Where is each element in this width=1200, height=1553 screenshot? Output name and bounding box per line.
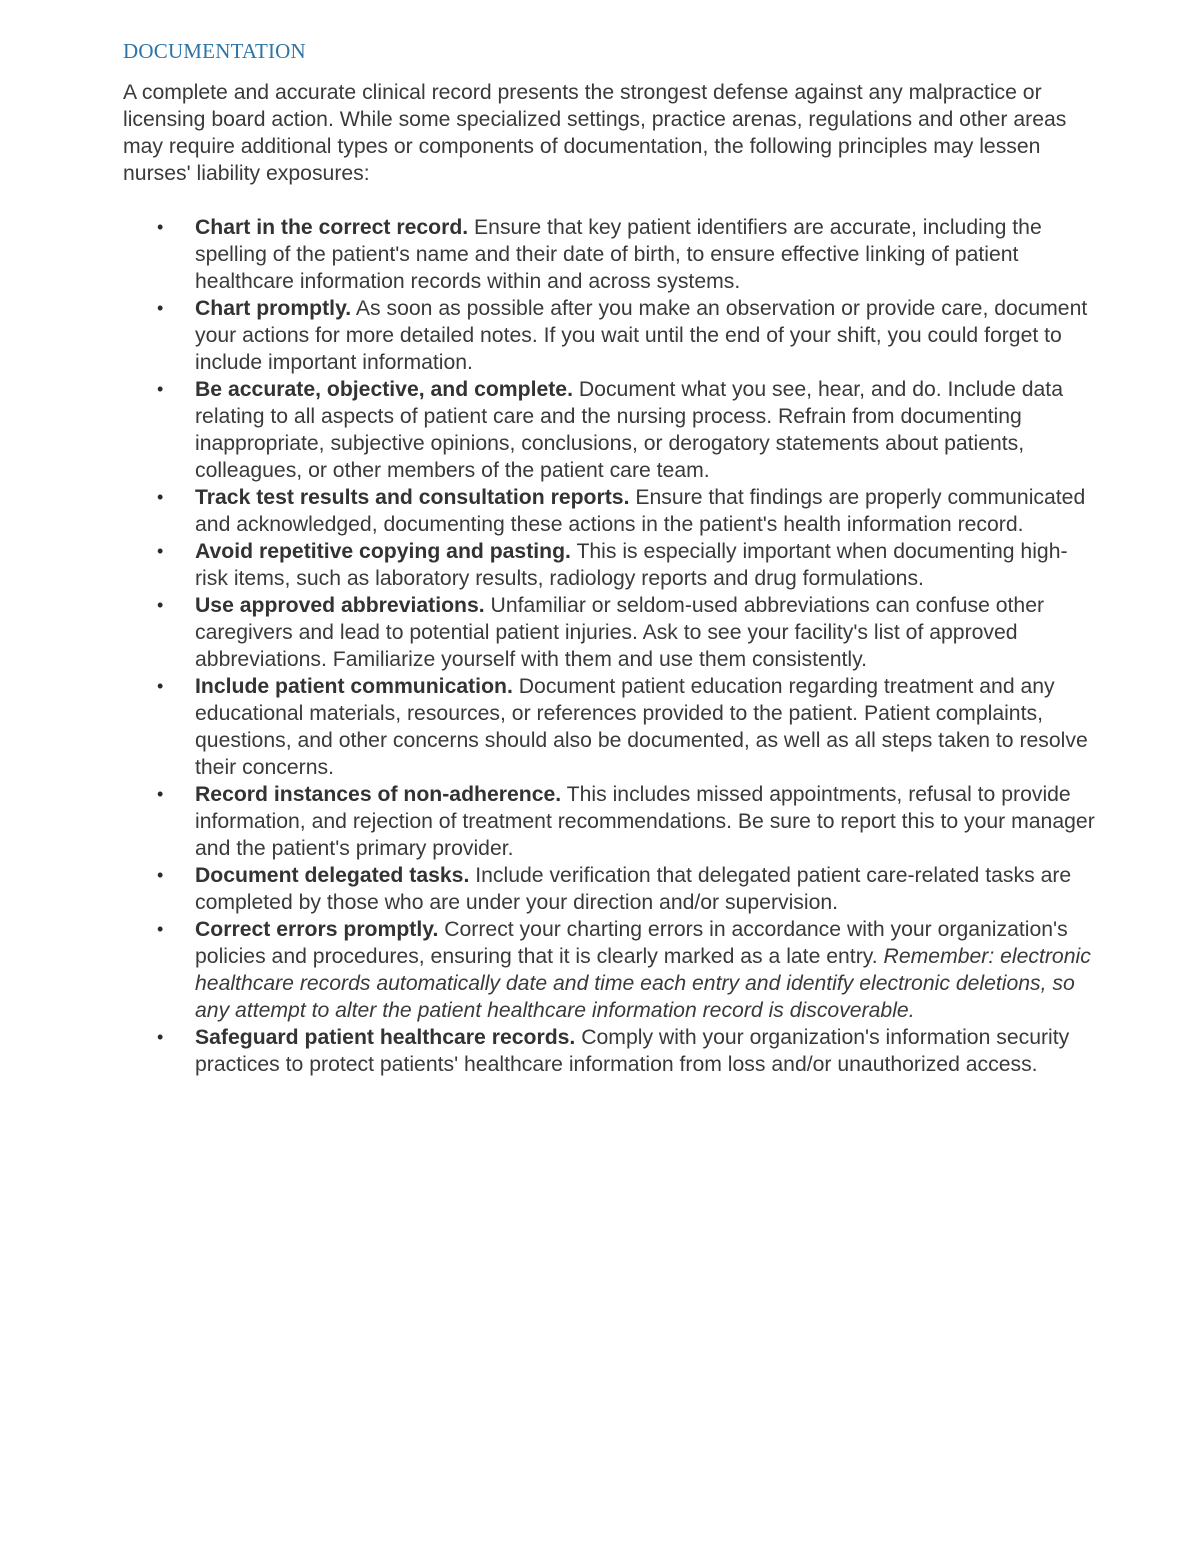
list-item	[123, 214, 1098, 295]
item-term: Correct errors promptly.	[195, 918, 439, 941]
item-text: Ensure that findings are properly communicated and acknowledged, documenting these actions in the patient's health information record.	[195, 486, 1086, 536]
list-item	[123, 916, 1098, 1024]
bullet-icon: •	[157, 919, 164, 939]
list-item	[123, 295, 1098, 376]
item-term: Record instances of non-adherence.	[195, 783, 562, 806]
bullet-icon: •	[157, 487, 164, 507]
list-item	[123, 484, 1098, 538]
bullet-icon: •	[157, 298, 164, 318]
list-item	[123, 1024, 1098, 1078]
list-item	[123, 538, 1098, 592]
item-text: Comply with your organization's information security practices to protect patients' healthcare information from loss and/or unauthorized access.	[195, 1026, 1070, 1076]
document-page	[123, 36, 1098, 1078]
item-term: Be accurate, objective, and complete.	[195, 378, 573, 401]
list-item	[123, 862, 1098, 916]
item-text: Ensure that key patient identifiers are accurate, including the spelling of the patient's name and their date of birth, to ensure effective linking of patient healthcare information records within and across systems.	[195, 216, 1042, 293]
item-text: Correct your charting errors in accordance with your organization's policies and procedures, ensuring that it is clearly marked as a late entry.	[195, 918, 1068, 968]
list-item	[123, 592, 1098, 673]
intro-paragraph: A complete and accurate clinical record presents the strongest defense against any malpractice or licensing board action. While some specialized settings, practice arenas, regulations and other areas may require additional types or components of documentation, the following principles may lessen nurses' liability exposures:	[123, 81, 1067, 185]
bullet-icon: •	[157, 676, 164, 696]
item-term: Track test results and consultation reports.	[195, 486, 630, 509]
item-term: Chart promptly.	[195, 297, 352, 320]
item-term: Avoid repetitive copying and pasting.	[195, 540, 571, 563]
bullet-icon: •	[157, 217, 164, 237]
item-text: Include verification that delegated patient care-related tasks are completed by those who are under your direction and/or supervision.	[195, 864, 1072, 914]
item-text: This is especially important when documenting high-risk items, such as laboratory results, radiology reports and drug formulations.	[195, 540, 1068, 590]
bullet-icon: •	[157, 865, 164, 885]
item-term: Chart in the correct record.	[195, 216, 469, 239]
section-heading: DOCUMENTATION	[123, 39, 306, 63]
list-item	[123, 673, 1098, 781]
item-text: Unfamiliar or seldom-used abbreviations can confuse other caregivers and lead to potential patient injuries. Ask to see your facility's list of approved abbreviations. Familiarize yourself with them and use them consistently.	[195, 594, 1045, 671]
bullet-icon: •	[157, 541, 164, 561]
bullet-icon: •	[157, 379, 164, 399]
item-text: This includes missed appointments, refusal to provide information, and rejection of treatment recommendations. Be sure to report this to your manager and the patient's primary provider.	[195, 783, 1095, 860]
item-term: Document delegated tasks.	[195, 864, 470, 887]
bullet-icon: •	[157, 784, 164, 804]
list-item	[123, 376, 1098, 484]
bullet-icon: •	[157, 1027, 164, 1047]
list-item	[123, 781, 1098, 862]
item-term: Use approved abbreviations.	[195, 594, 485, 617]
item-text: Document what you see, hear, and do. Include data relating to all aspects of patient care and the nursing process. Refrain from documenting inappropriate, subjective opinions, conclusions, or derogatory statements about patients, colleagues, or other members of the patient care team.	[195, 378, 1063, 482]
item-text: As soon as possible after you make an observation or provide care, document your actions for more detailed notes. If you wait until the end of your shift, you could forget to include important information.	[195, 297, 1088, 374]
item-term: Include patient communication.	[195, 675, 513, 698]
principles-list	[123, 214, 1098, 1078]
item-term: Safeguard patient healthcare records.	[195, 1026, 576, 1049]
bullet-icon: •	[157, 595, 164, 615]
item-note: Remember: electronic healthcare records automatically date and time each entry and identify electronic deletions, so any attempt to alter the patient healthcare information record is discoverable.	[195, 945, 1091, 1022]
item-text: Document patient education regarding treatment and any educational materials, resources, or references provided to the patient. Patient complaints, questions, and other concerns should also be documented, as well as all steps taken to resolve their concerns.	[195, 675, 1088, 779]
